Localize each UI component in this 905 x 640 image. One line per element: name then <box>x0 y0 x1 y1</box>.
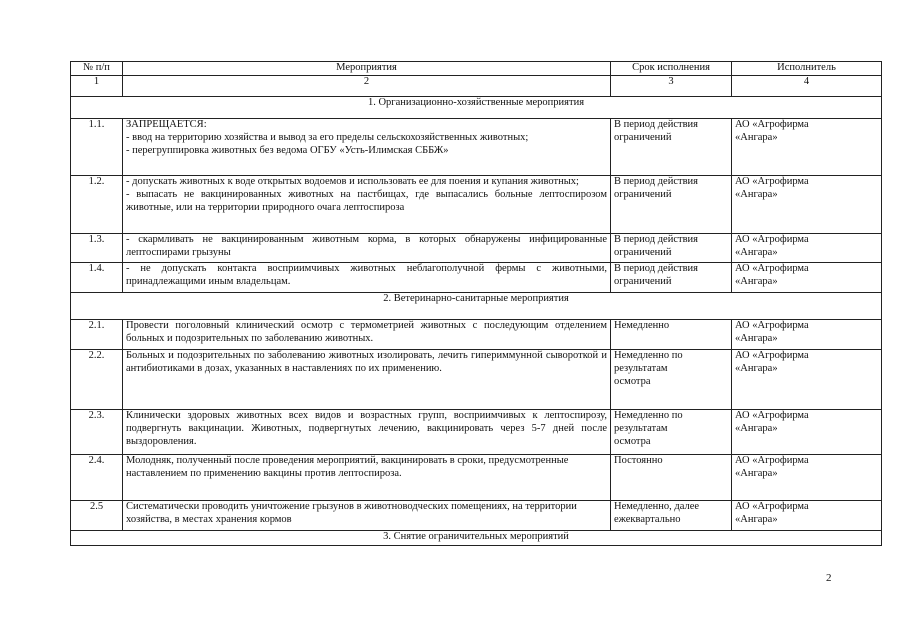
row-deadline <box>611 501 732 531</box>
measure-line: - допускать животных к воде открытых водоемов и использовать ее для поения и купания животных; <box>126 176 579 187</box>
header-number: № п/п <box>71 62 123 76</box>
deadline-line: ограничений <box>614 131 672 143</box>
row-deadline <box>611 119 732 176</box>
row-measures <box>123 410 611 455</box>
measure-line: Провести поголовный клинический осмотр с термометрией животных с последующим отделением больных и подозрительных по заболеванию животных. <box>126 320 607 344</box>
executor-line: «Ангара» <box>735 275 778 287</box>
column-number: 3 <box>611 76 732 97</box>
deadline-line: ежеквартально <box>614 513 681 525</box>
row-measures <box>123 263 611 293</box>
deadline-line: В период действия <box>614 119 698 130</box>
row-executor <box>732 410 882 455</box>
row-measures <box>123 320 611 350</box>
row-deadline <box>611 263 732 293</box>
column-number: 4 <box>732 76 882 97</box>
executor-line: АО «Агрофирма <box>735 119 809 130</box>
deadline-line: Постоянно <box>614 455 663 466</box>
executor-line: «Ангара» <box>735 246 778 258</box>
row-number: 2.3. <box>71 410 123 455</box>
row-deadline <box>611 234 732 263</box>
section-title: 1. Организационно-хозяйственные мероприятия <box>71 97 882 119</box>
measure-line: - скармливать не вакцинированным животным корма, в которых обнаружены инфицированные лептоспирами грызуны <box>126 234 607 258</box>
deadline-line: Немедленно <box>614 320 670 331</box>
row-measures <box>123 119 611 176</box>
row-number: 1.1. <box>71 119 123 176</box>
row-number: 2.4. <box>71 455 123 501</box>
deadline-line: осмотра <box>614 435 651 447</box>
executor-line: «Ангара» <box>735 188 778 200</box>
deadline-line: ограничений <box>614 188 672 200</box>
page-number: 2 <box>826 572 832 584</box>
deadline-line: В период действия <box>614 234 698 245</box>
measure-line: ЗАПРЕЩАЕТСЯ: <box>126 119 207 130</box>
row-executor <box>732 320 882 350</box>
table-row <box>71 455 882 501</box>
row-measures <box>123 176 611 234</box>
deadline-line: результатам <box>614 422 668 434</box>
deadline-line: Немедленно по <box>614 410 683 421</box>
section-row <box>71 293 882 320</box>
measure-line: Молодняк, полученный после проведения мероприятий, вакцинировать в сроки, предусмотренные наставлением по применению вакцины против лептоспироза. <box>126 455 569 479</box>
table-row <box>71 234 882 263</box>
header-executor: Исполнитель <box>732 62 882 76</box>
executor-line: «Ангара» <box>735 332 778 344</box>
table-row <box>71 410 882 455</box>
executor-line: АО «Агрофирма <box>735 234 809 245</box>
row-number: 2.2. <box>71 350 123 410</box>
table-row <box>71 501 882 531</box>
executor-line: «Ангара» <box>735 422 778 434</box>
row-executor <box>732 455 882 501</box>
row-deadline <box>611 176 732 234</box>
measures-table <box>70 61 882 546</box>
row-executor <box>732 263 882 293</box>
table-row <box>71 176 882 234</box>
row-number: 1.4. <box>71 263 123 293</box>
executor-line: «Ангара» <box>735 513 778 525</box>
row-number: 1.3. <box>71 234 123 263</box>
row-executor <box>732 234 882 263</box>
row-deadline <box>611 455 732 501</box>
row-deadline <box>611 410 732 455</box>
deadline-line: осмотра <box>614 375 651 387</box>
section-title: 3. Снятие ограничительных мероприятий <box>71 531 882 546</box>
row-executor <box>732 176 882 234</box>
deadline-line: Немедленно по <box>614 350 683 361</box>
row-measures <box>123 234 611 263</box>
header-measures: Мероприятия <box>123 62 611 76</box>
row-deadline <box>611 320 732 350</box>
executor-line: АО «Агрофирма <box>735 455 809 466</box>
executor-line: АО «Агрофирма <box>735 263 809 274</box>
executor-line: «Ангара» <box>735 131 778 143</box>
table-row <box>71 263 882 293</box>
column-number-row <box>71 76 882 97</box>
column-number: 1 <box>71 76 123 97</box>
column-number: 2 <box>123 76 611 97</box>
executor-line: «Ангара» <box>735 467 778 479</box>
table-header-row <box>71 62 882 76</box>
table-row <box>71 350 882 410</box>
measure-line: - выпасать не вакцинированных животных на пастбищах, где выпасались больные лептоспирозом животные, или на территории природного очага лептоспироза <box>126 188 607 213</box>
executor-line: АО «Агрофирма <box>735 176 809 187</box>
section-row <box>71 97 882 119</box>
row-executor <box>732 501 882 531</box>
deadline-line: В период действия <box>614 263 698 274</box>
measure-line: - ввод на территорию хозяйства и вывод за его пределы сельскохозяйственных животных; <box>126 131 529 143</box>
executor-line: АО «Агрофирма <box>735 410 809 421</box>
row-number: 2.5 <box>71 501 123 531</box>
row-measures <box>123 350 611 410</box>
measure-line: Систематически проводить уничтожение грызунов в животноводческих помещениях, на территории хозяйства, в местах хранения кормов <box>126 501 577 525</box>
row-measures <box>123 455 611 501</box>
measure-line: Клинически здоровых животных всех видов и возрастных групп, восприимчивых к лептоспирозу, подвергнуть вакцинации. Животных, подвергнутых лечению, вакцинировать через 5-7 дней после выздоровления. <box>126 410 607 447</box>
deadline-line: В период действия <box>614 176 698 187</box>
row-deadline <box>611 350 732 410</box>
table-row <box>71 320 882 350</box>
row-executor <box>732 350 882 410</box>
header-deadline: Срок исполнения <box>611 62 732 76</box>
deadline-line: Немедленно, далее <box>614 501 700 512</box>
measure-line: Больных и подозрительных по заболеванию животных изолировать, лечить гипериммунной сывороткой и антибиотиками в дозах, указанных в наставлениях по их применению. <box>126 350 607 374</box>
executor-line: АО «Агрофирма <box>735 501 809 512</box>
deadline-line: ограничений <box>614 275 672 287</box>
executor-line: АО «Агрофирма <box>735 320 809 331</box>
measure-line: - перегруппировка животных без ведома ОГБУ «Усть-Илимская СББЖ» <box>126 144 449 156</box>
section-row <box>71 531 882 546</box>
row-measures <box>123 501 611 531</box>
row-number: 1.2. <box>71 176 123 234</box>
row-executor <box>732 119 882 176</box>
table-row <box>71 119 882 176</box>
deadline-line: ограничений <box>614 246 672 258</box>
deadline-line: результатам <box>614 362 668 374</box>
row-number: 2.1. <box>71 320 123 350</box>
executor-line: АО «Агрофирма <box>735 350 809 361</box>
measure-line: - не допускать контакта восприимчивых животных неблагополучной фермы с животными, принадлежащими иным владельцам. <box>126 263 607 287</box>
executor-line: «Ангара» <box>735 362 778 374</box>
section-title: 2. Ветеринарно-санитарные мероприятия <box>71 293 882 320</box>
